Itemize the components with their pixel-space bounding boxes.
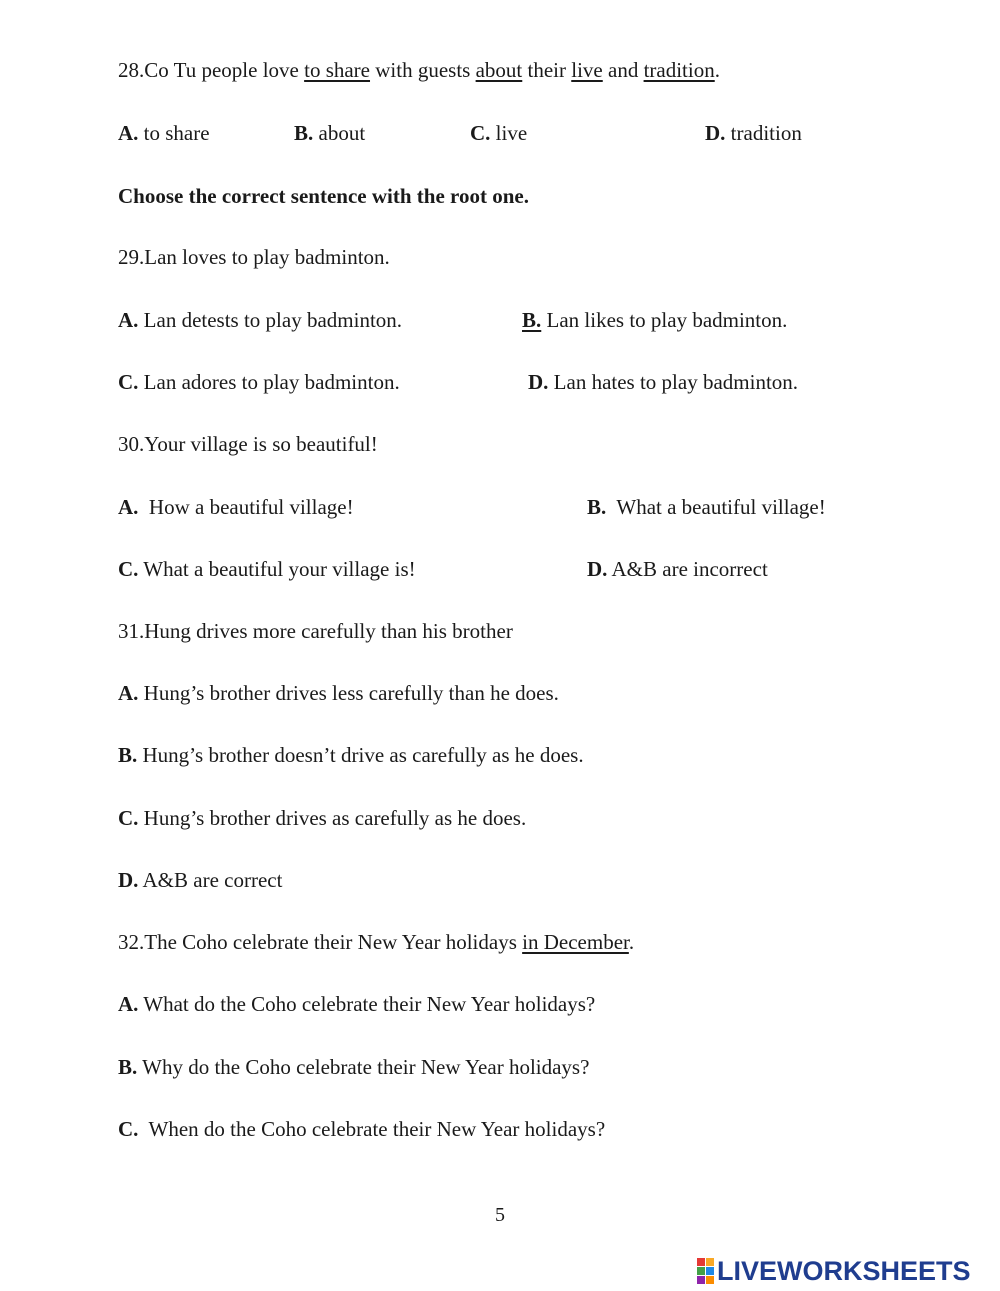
- q28-underlined-tradition: tradition: [643, 58, 715, 82]
- logo-text: LIVEWORKSHEETS: [717, 1256, 971, 1286]
- q31-option-d[interactable]: D. A&B are correct: [118, 868, 283, 892]
- q30-option-a[interactable]: A. How a beautiful village!: [118, 495, 354, 519]
- q29-option-b[interactable]: B. Lan likes to play badminton.: [522, 308, 788, 332]
- q28-option-a[interactable]: A. to share: [118, 121, 210, 145]
- q30-option-d[interactable]: D. A&B are incorrect: [587, 557, 768, 581]
- page-number: 5: [495, 1204, 505, 1226]
- section-instruction: Choose the correct sentence with the root one.: [118, 184, 529, 208]
- q31-option-c[interactable]: C. Hung’s brother drives as carefully as he does.: [118, 806, 527, 830]
- q28-underlined-to-share: to share: [304, 58, 371, 82]
- q32-option-a[interactable]: A. What do the Coho celebrate their New Year holidays?: [118, 992, 596, 1016]
- q28-option-b[interactable]: B. about: [294, 121, 366, 145]
- q32-stem: 32.The Coho celebrate their New Year holidays in December.: [118, 930, 635, 954]
- q31-option-b[interactable]: B. Hung’s brother doesn’t drive as carefully as he does.: [118, 743, 584, 767]
- q28-underlined-about: about: [475, 58, 523, 82]
- q29-option-d[interactable]: D. Lan hates to play badminton.: [528, 370, 799, 394]
- q28-option-c[interactable]: C. live: [470, 121, 528, 145]
- q31-stem: 31.Hung drives more carefully than his brother: [118, 619, 513, 643]
- q29-stem: 29.Lan loves to play badminton.: [118, 245, 390, 269]
- q32-option-c[interactable]: C. When do the Coho celebrate their New Year holidays?: [118, 1117, 606, 1141]
- q28-underlined-live: live: [571, 58, 603, 82]
- q28-stem: 28.Co Tu people love to share with guests about their live and tradition.: [118, 58, 720, 82]
- q32-option-b[interactable]: B. Why do the Coho celebrate their New Year holidays?: [118, 1055, 590, 1079]
- q29-option-a[interactable]: A. Lan detests to play badminton.: [118, 308, 403, 332]
- q32-underlined-in-december: in December: [522, 930, 629, 954]
- q31-option-a[interactable]: A. Hung’s brother drives less carefully than he does.: [118, 681, 559, 705]
- q30-stem: 30.Your village is so beautiful!: [118, 432, 378, 456]
- logo-blocks-icon: [697, 1258, 714, 1284]
- q29-option-c[interactable]: C. Lan adores to play badminton.: [118, 370, 400, 394]
- q30-option-c[interactable]: C. What a beautiful your village is!: [118, 557, 416, 581]
- q28-option-d[interactable]: D. tradition: [705, 121, 802, 145]
- q30-option-b[interactable]: B. What a beautiful village!: [587, 495, 826, 519]
- liveworksheets-logo: [697, 1257, 971, 1285]
